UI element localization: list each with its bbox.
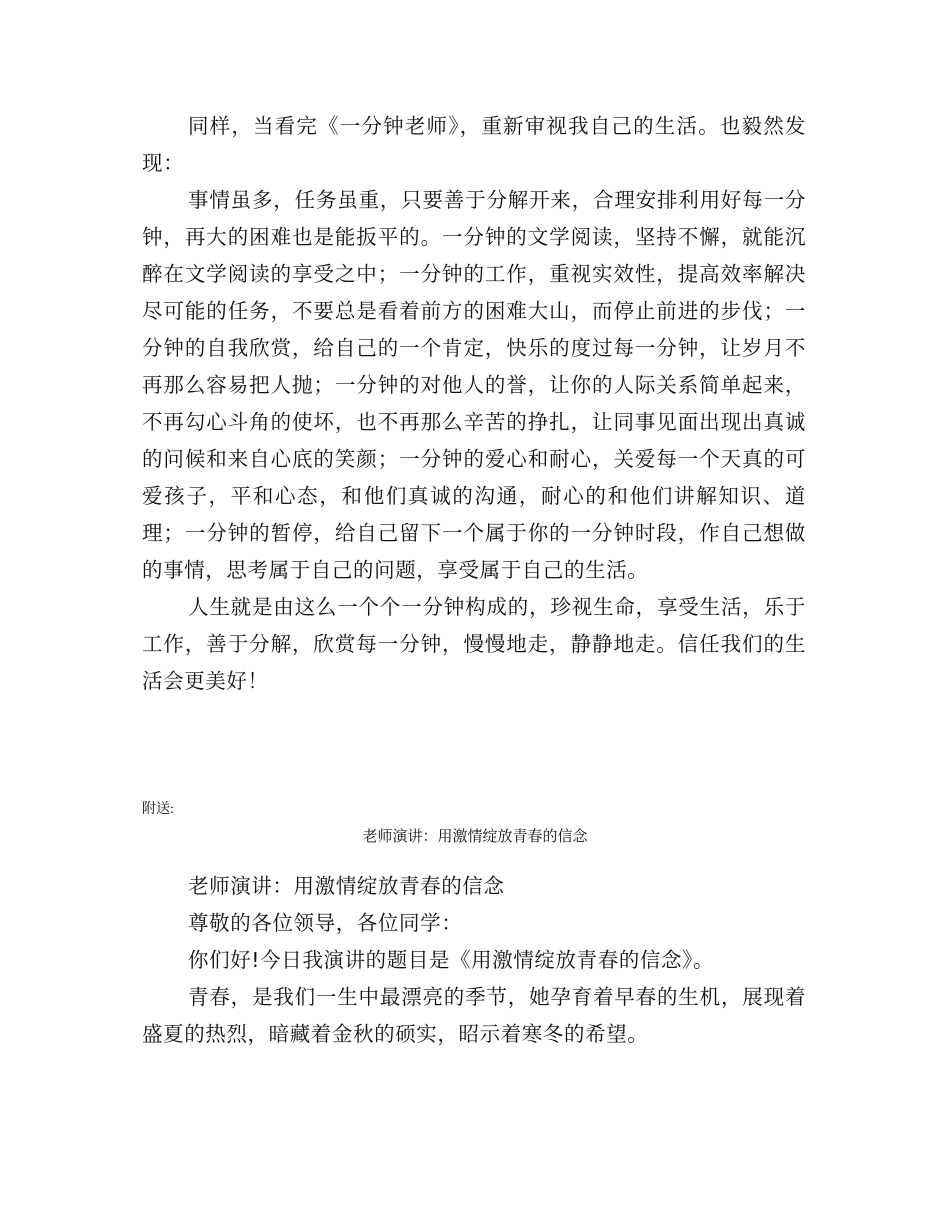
article-paragraph: 人生就是由这么一个个一分钟构成的，珍视生命，享受生活，乐于工作，善于分解，欣赏每一分钟，慢慢地走，静静地走。信任我们的生活会更美好！ [142, 595, 806, 693]
speech-body [142, 868, 806, 1053]
speech-paragraph: 青春，是我们一生中最漂亮的季节，她孕育着早春的生机，展现着盛夏的热烈，暗藏着金秋的硕实，昭示着寒冬的希望。 [142, 985, 806, 1046]
appendix-title: 老师演讲：用激情绽放青春的信念 [362, 829, 588, 845]
speech-paragraph: 你们好!今日我演讲的题目是《用激情绽放青春的信念》。 [188, 948, 715, 972]
article-paragraph: 同样，当看完《一分钟老师》，重新审视我自己的生活。也毅然发现： [142, 114, 806, 175]
article-paragraph: 事情虽多，任务虽重，只要善于分解开来，合理安排利用好每一分钟，再大的困难也是能扳平的。一分钟的文学阅读，坚持不懈，就能沉醉在文学阅读的享受之中；一分钟的工作，重视实效性，提高效率解决尽可能的任务，不要总是看着前方的困难大山，而停止前进的步伐；一分钟的自我欣赏，给自己的一个肯定，快乐的度过每一分钟，让岁月不再那么容易把人抛；一分钟的对他人的誉，让你的人际关系简单起来，不再勾心斗角的使坏，也不再那么辛苦的挣扎，让同事见面出现出真诚的问候和来自心底的笑颜；一分钟的爱心和耐心，关爱每一个天真的可爱孩子，平和心态，和他们真诚的沟通，耐心的和他们讲解知识、道理；一分钟的暂停，给自己留下一个属于你的一分钟时段，作自己想做的事情，思考属于自己的问题，享受属于自己的生活。 [142, 188, 806, 582]
speech-paragraph: 老师演讲：用激情绽放青春的信念 [188, 874, 505, 898]
speech-paragraph: 尊敬的各位领导，各位同学： [188, 911, 463, 935]
appendix-label: 附送: [142, 802, 174, 817]
article-body [142, 108, 806, 700]
